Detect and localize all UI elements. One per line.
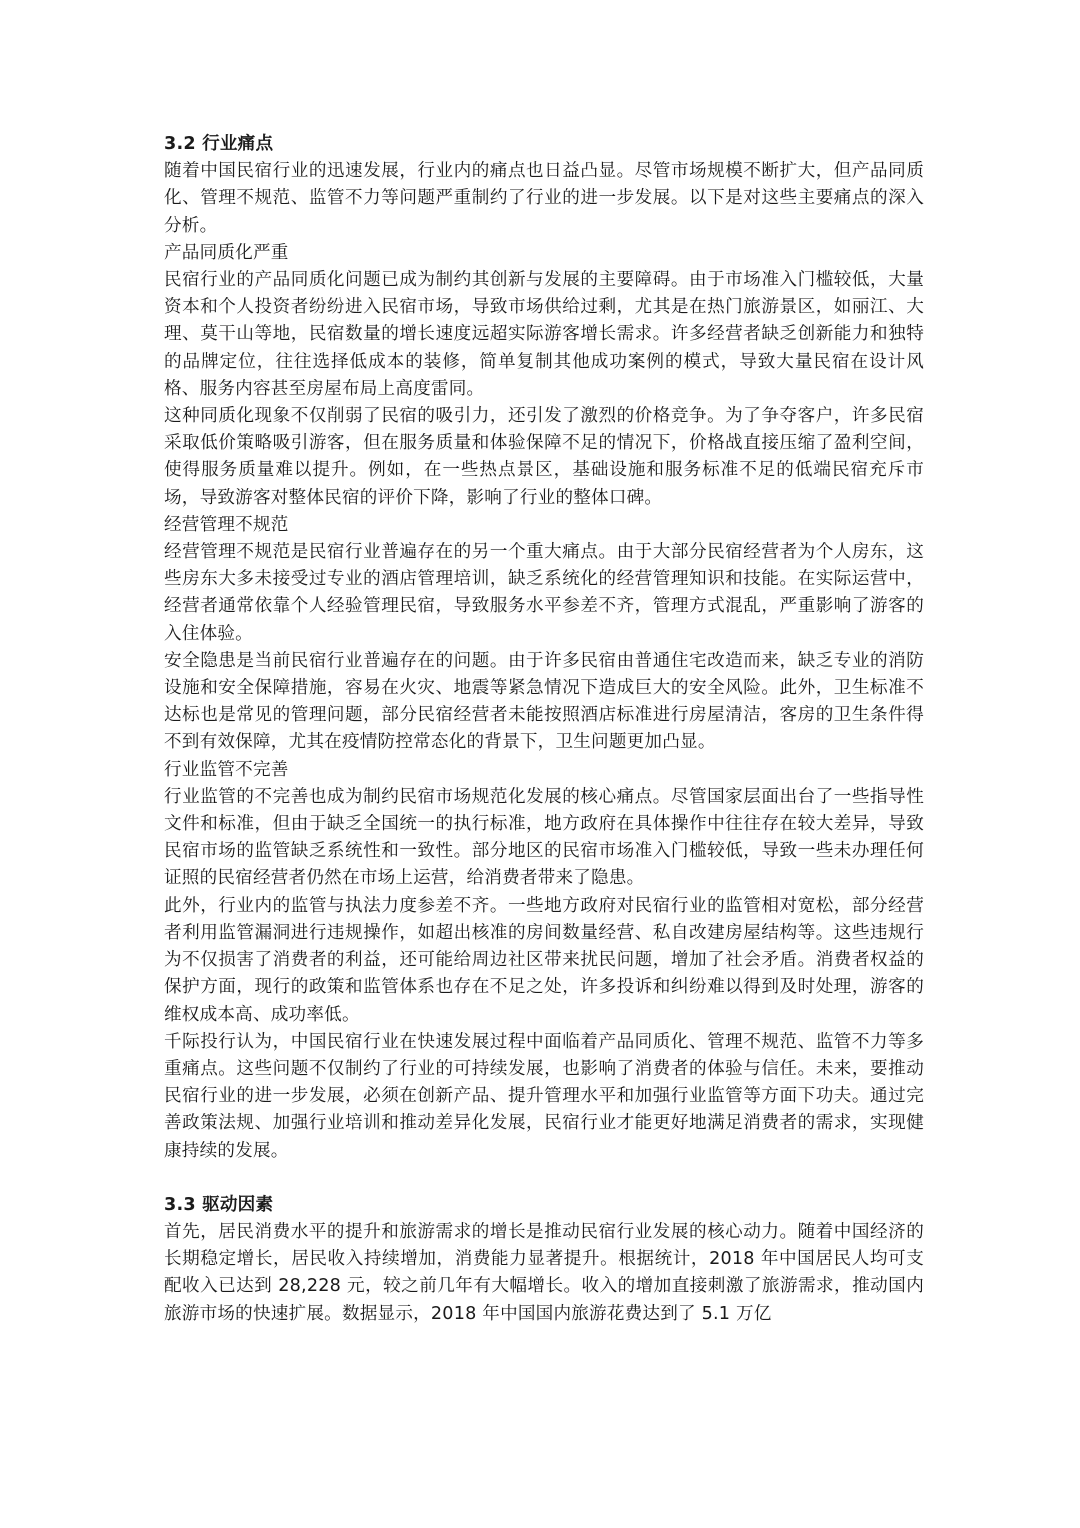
section-heading: 3.2 行业痛点 xyxy=(164,134,274,154)
paragraph: 此外，行业内的监管与执法力度参差不齐。一些地方政府对民宿行业的监管相对宽松，部分经营者利用监管漏洞进行违规操作，如超出核准的房间数量经营、私自改建房屋结构等。这些违规行为不仅损害了消费者的利益，还可能给周边社区带来扰民问题，增加了社会矛盾。消费者权益的保护方面，现行的政策和监管体系也存在不足之处，许多投诉和纠纷难以得到及时处理，游客的维权成本高、成功率低。 xyxy=(164,895,924,1025)
subheading-management-irregularity: 经营管理不规范 xyxy=(164,514,289,535)
paragraph: 行业监管的不完善也成为制约民宿市场规范化发展的核心痛点。尽管国家层面出台了一些指导性文件和标准，但由于缺乏全国统一的执行标准，地方政府在具体操作中往往存在较大差异，导致民宿市场的监管缺乏系统性和一致性。部分地区的民宿市场准入门槛较低，导致一些未办理任何证照的民宿经营者仍然在市场上运营，给消费者带来了隐患。 xyxy=(164,786,924,889)
paragraph: 经营管理不规范是民宿行业普遍存在的另一个重大痛点。由于大部分民宿经营者为个人房东，这些房东大多未接受过专业的酒店管理培训，缺乏系统化的经营管理知识和技能。在实际运营中，经营者通常依靠个人经验管理民宿，导致服务水平参差不齐，管理方式混乱，严重影响了游客的入住体验。 xyxy=(164,542,924,644)
paragraph: 这种同质化现象不仅削弱了民宿的吸引力，还引发了激烈的价格竞争。为了争夺客户，许多民宿采取低价策略吸引游客，但在服务质量和体验保障不足的情况下，价格战直接压缩了盈利空间，使得服务质量难以提升。例如，在一些热点景区，基础设施和服务标准不足的低端民宿充斥市场，导致游客对整体民宿的评价下降，影响了行业的整体口碑。 xyxy=(164,406,924,508)
paragraph: 安全隐患是当前民宿行业普遍存在的问题。由于许多民宿由普通住宅改造而来，缺乏专业的消防设施和安全保障措施，容易在火灾、地震等紧急情况下造成巨大的安全风险。此外，卫生标准不达标也是常见的管理问题，部分民宿经营者未能按照酒店标准进行房屋清洁，客房的卫生条件得不到有效保障，尤其在疫情防控常态化的背景下，卫生问题更加凸显。 xyxy=(164,650,924,753)
paragraph-intro: 随着中国民宿行业的迅速发展，行业内的痛点也日益凸显。尽管市场规模不断扩大，但产品同质化、管理不规范、监管不力等问题严重制约了行业的进一步发展。以下是对这些主要痛点的深入分析。 xyxy=(164,161,924,236)
subheading-regulation-imperfect: 行业监管不完善 xyxy=(164,759,289,780)
section-3-3 xyxy=(164,1192,924,1328)
section-3-2 xyxy=(164,131,924,1165)
paragraph: 首先，居民消费水平的提升和旅游需求的增长是推动民宿行业发展的核心动力。随着中国经济的长期稳定增长，居民收入持续增加，消费能力显著提升。根据统计，2018 年中国居民人均可支配收入已达到 28,228 元，较之前几年有大幅增长。收入的增加直接刺激了旅游需求，推动国内旅游市场的快速扩展。数据显示，2018 年中国国内旅游花费达到了 5.1 万亿 xyxy=(164,1221,924,1324)
subheading-product-homogenization: 产品同质化严重 xyxy=(164,242,289,263)
section-spacer xyxy=(164,1165,924,1192)
paragraph-conclusion: 千际投行认为，中国民宿行业在快速发展过程中面临着产品同质化、管理不规范、监管不力等多重痛点。这些问题不仅制约了行业的可持续发展，也影响了消费者的体验与信任。未来，要推动民宿行业的进一步发展，必须在创新产品、提升管理水平和加强行业监管等方面下功夫。通过完善政策法规、加强行业培训和推动差异化发展，民宿行业才能更好地满足消费者的需求，实现健康持续的发展。 xyxy=(164,1031,924,1161)
paragraph: 民宿行业的产品同质化问题已成为制约其创新与发展的主要障碍。由于市场准入门槛较低，大量资本和个人投资者纷纷进入民宿市场，导致市场供给过剩，尤其是在热门旅游景区，如丽江、大理、莫干山等地，民宿数量的增长速度远超实际游客增长需求。许多经营者缺乏创新能力和独特的品牌定位，往往选择低成本的装修，简单复制其他成功案例的模式，导致大量民宿在设计风格、服务内容甚至房屋布局上高度雷同。 xyxy=(164,270,924,399)
document-body xyxy=(164,131,924,1328)
section-heading: 3.3 驱动因素 xyxy=(164,1194,274,1215)
